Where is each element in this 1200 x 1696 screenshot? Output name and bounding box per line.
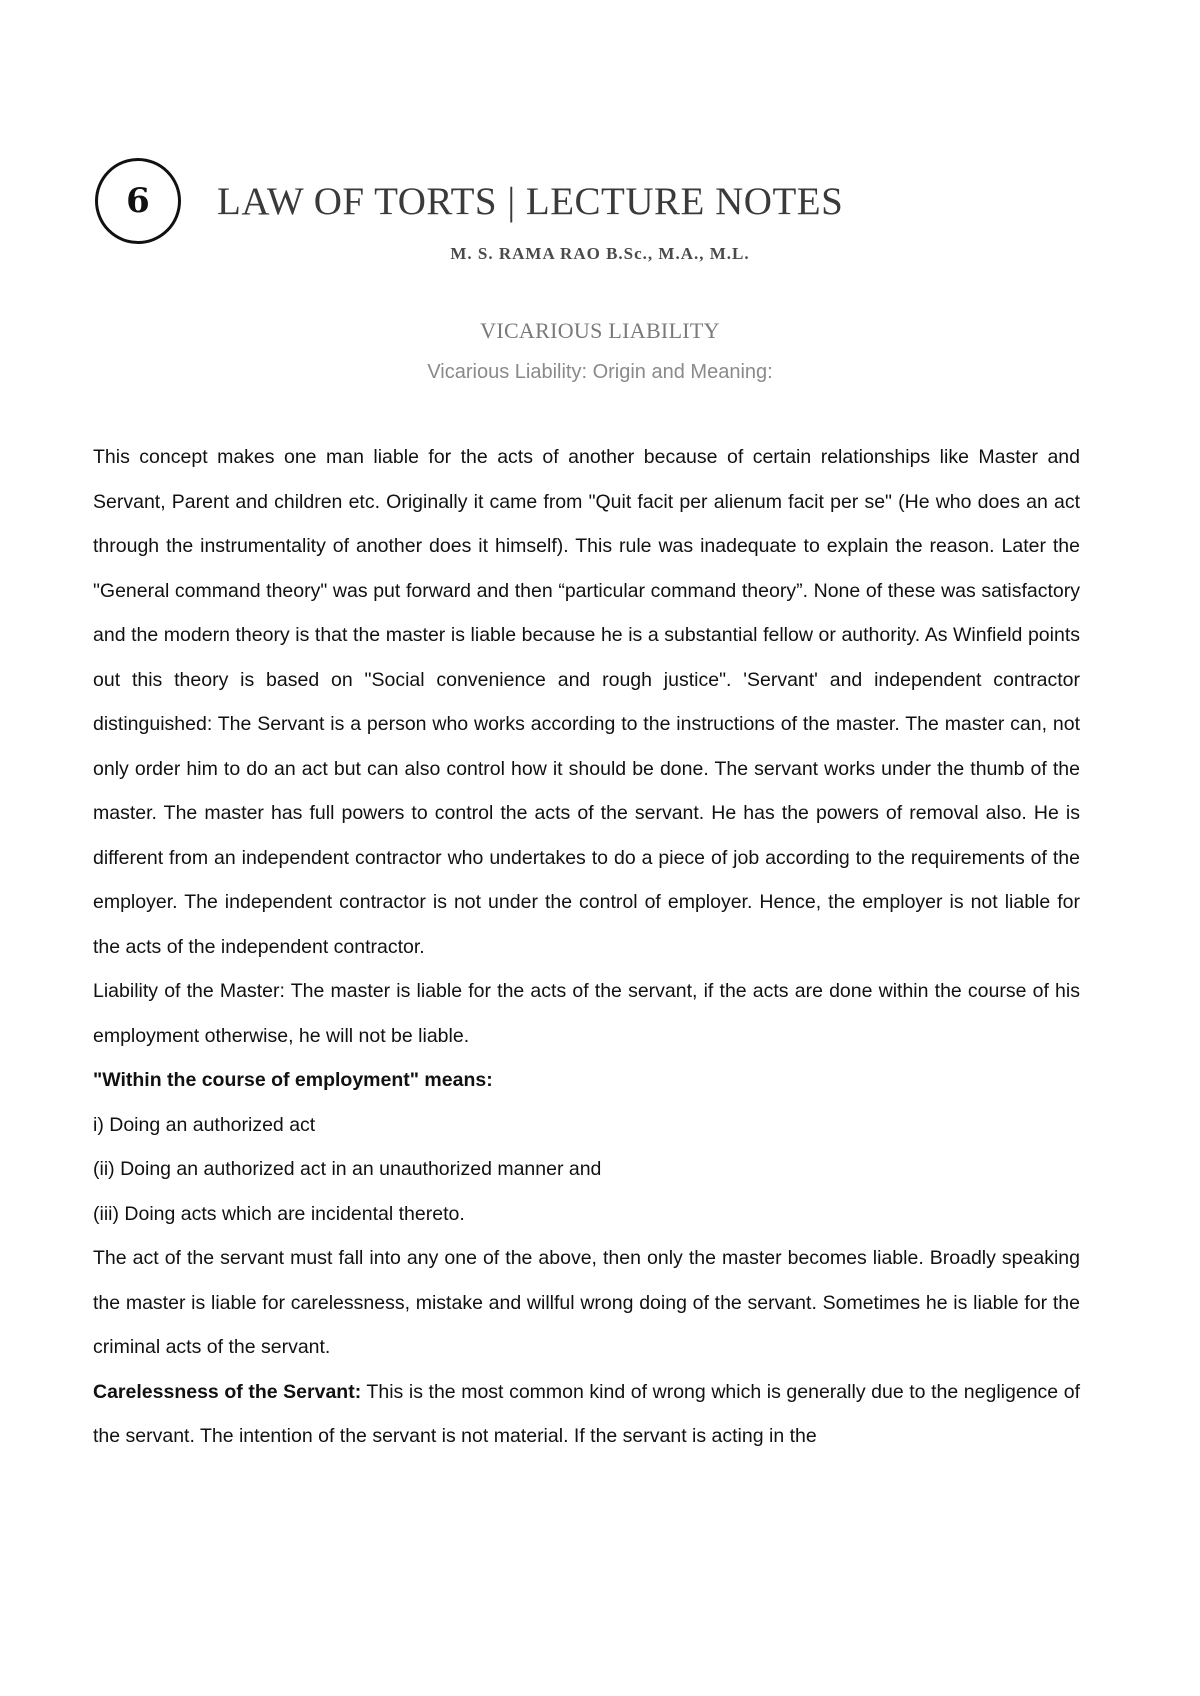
document-title: LAW OF TORTS | LECTURE NOTES bbox=[217, 179, 844, 223]
carelessness-lead: Carelessness of the Servant: bbox=[93, 1380, 362, 1403]
list-item: (iii) Doing acts which are incidental thereto. bbox=[93, 1202, 465, 1225]
course-of-employment-heading: "Within the course of employment" means: bbox=[93, 1069, 493, 1091]
section-heading: VICARIOUS LIABILITY bbox=[480, 318, 720, 343]
document-header bbox=[95, 158, 843, 244]
section-subheading: Vicarious Liability: Origin and Meaning: bbox=[427, 361, 773, 383]
page-number-badge: 6 bbox=[95, 158, 181, 244]
paragraph-carelessness bbox=[93, 1370, 1080, 1459]
list-item: (ii) Doing an authorized act in an unauthorized manner and bbox=[93, 1158, 602, 1180]
body-text bbox=[93, 435, 1080, 1459]
carelessness-text: This is the most common kind of wrong which is generally due to the negligence of the servant. The intention of the servant is not material. If the servant is acting in the bbox=[93, 1380, 1080, 1447]
list-item: i) Doing an authorized act bbox=[93, 1113, 316, 1136]
author-line: M. S. RAMA RAO B.Sc., M.A., M.L. bbox=[450, 244, 750, 263]
paragraph-master-liable: The act of the servant must fall into any one of the above, then only the master becomes liable. Broadly speaking the master is liable for carelessness, mistake and willful wrong doing of the servant. Sometimes he is liable for the criminal acts of the servant. bbox=[93, 1247, 1080, 1358]
paragraph-liability-of-master: Liability of the Master: The master is liable for the acts of the servant, if the acts are done within the course of his employment otherwise, he will not be liable. bbox=[93, 980, 1080, 1047]
paragraph-origin: This concept makes one man liable for the acts of another because of certain relationships like Master and Servant, Parent and children etc. Originally it came from "Quit facit per alienum facit per se" (He who does an act through the instrumentality of another does it himself). This rule was inadequate to explain the reason. Later the "General command theory" was put forward and then “particular command theory”. None of these was satisfactory and the modern theory is that the master is liable because he is a substantial fellow or authority. As Winfield points out this theory is based on "Social convenience and rough justice". 'Servant' and independent contractor distinguished: The Servant is a person who works according to the instructions of the master. The master can, not only order him to do an act but can also control how it should be done. The servant works under the thumb of the master. The master has full powers to control the acts of the servant. He has the powers of removal also. He is different from an independent contractor who undertakes to do a piece of job according to the requirements of the employer. The independent contractor is not under the control of employer. Hence, the employer is not liable for the acts of the independent contractor. bbox=[93, 446, 1080, 958]
